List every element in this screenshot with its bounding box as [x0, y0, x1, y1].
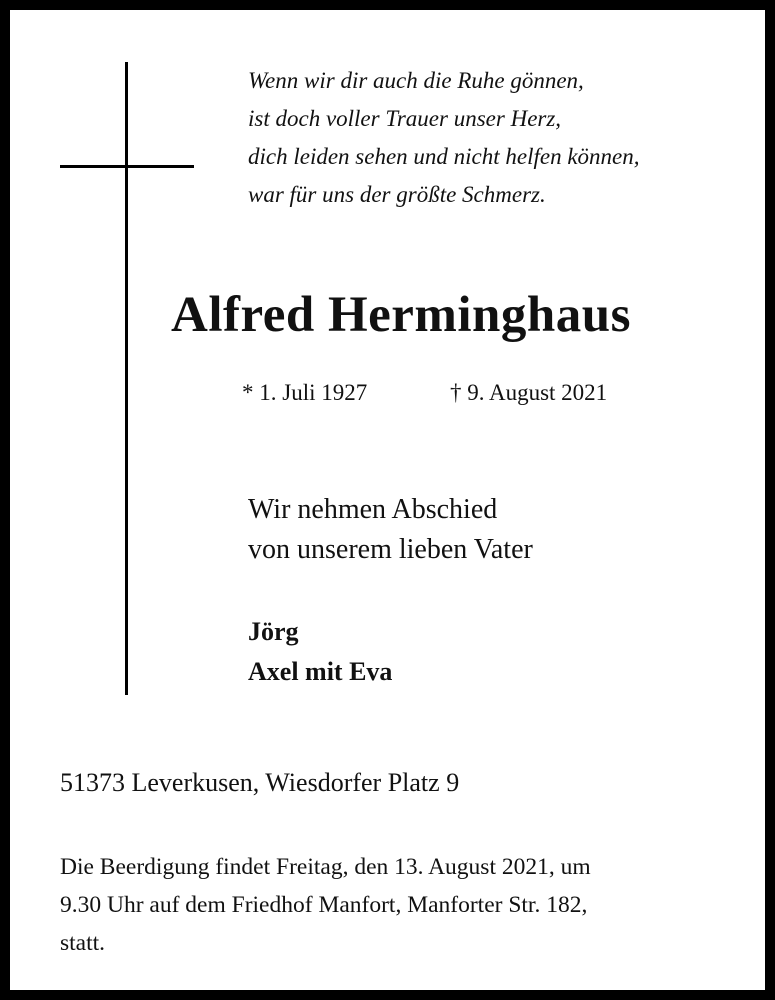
poem-line: dich leiden sehen und nicht helfen können,	[248, 144, 640, 169]
farewell-text	[248, 490, 748, 570]
cross-horizontal-bar	[60, 165, 194, 168]
mourner-name: Jörg	[248, 617, 299, 646]
funeral-line: statt.	[60, 930, 106, 956]
mourner-name: Axel mit Eva	[248, 657, 393, 686]
mourners	[248, 612, 748, 692]
farewell-line: Wir nehmen Abschied	[248, 494, 498, 525]
funeral-line: Die Beerdigung findet Freitag, den 13. August 2021, um	[60, 854, 591, 880]
poem-line: ist doch voller Trauer unser Herz,	[248, 106, 562, 131]
deceased-name: Alfred Herminghaus	[171, 287, 631, 343]
cross-vertical-bar	[125, 62, 128, 695]
memorial-poem	[248, 62, 768, 214]
funeral-line: 9.30 Uhr auf dem Friedhof Manfort, Manforter Str. 182,	[60, 892, 588, 918]
funeral-notice	[60, 848, 750, 962]
poem-line: Wenn wir dir auch die Ruhe gönnen,	[248, 68, 584, 93]
address: 51373 Leverkusen, Wiesdorfer Platz 9	[60, 768, 460, 797]
death-date: † 9. August 2021	[450, 380, 608, 405]
farewell-line: von unserem lieben Vater	[248, 534, 533, 565]
poem-line: war für uns der größte Schmerz.	[248, 182, 546, 207]
birth-date: * 1. Juli 1927	[242, 380, 368, 405]
